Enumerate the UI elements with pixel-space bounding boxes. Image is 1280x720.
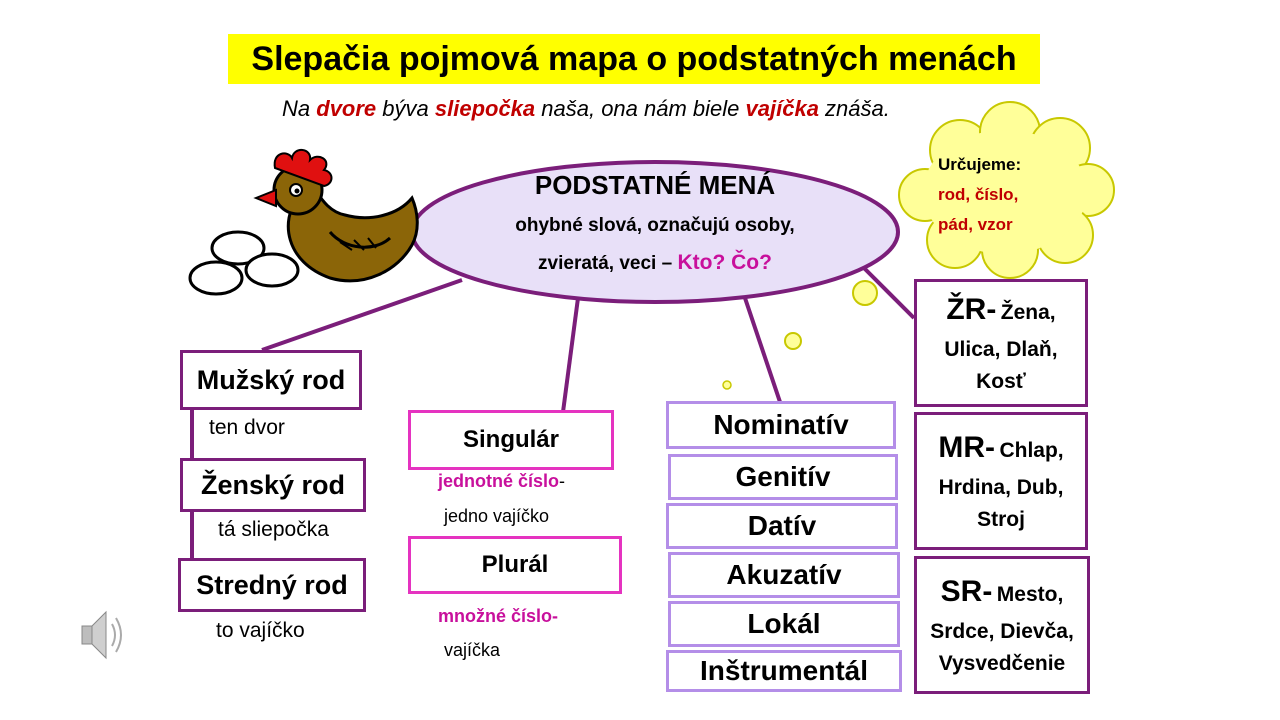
pattern-box-feminine — [914, 279, 1088, 407]
definition-line — [412, 251, 898, 275]
number-term — [438, 471, 565, 492]
definition-line: ohybné slová, označujú osoby, — [515, 215, 795, 236]
egg-icon — [190, 262, 242, 294]
question-text: Kto? Čo? — [677, 251, 772, 274]
plural-term: množné číslo- — [438, 606, 559, 626]
eggs — [190, 232, 298, 294]
sentence-part: býva — [376, 96, 435, 121]
number-example: jedno vajíčko — [444, 506, 550, 526]
case-box: Inštrumentál — [666, 650, 902, 692]
gender-example: tá sliepočka — [218, 518, 329, 541]
cloud-item: pád, vzor — [938, 215, 1013, 234]
gender-box-masculine: Mužský rod — [180, 350, 362, 410]
egg-icon — [246, 254, 298, 286]
pattern-line: Stroj — [977, 508, 1025, 532]
thought-bubble-dot — [723, 381, 731, 389]
cloud-item: rod, číslo, — [938, 185, 1019, 204]
pattern-line: Srdce, Dievča, — [930, 619, 1074, 643]
singular-term: jednotné číslo — [438, 471, 560, 491]
page-title: Slepačia pojmová mapa o podstatných menách — [228, 34, 1040, 84]
sentence-part: naša, ona nám biele — [535, 96, 746, 121]
case-box: Genitív — [668, 454, 898, 500]
highlight-word: dvore — [316, 96, 377, 121]
case-box: Nominatív — [666, 401, 896, 449]
pattern-word: Žena, — [1000, 301, 1056, 325]
pattern-code: ŽR- — [946, 293, 997, 327]
number-box-singular: Singulár — [408, 410, 614, 470]
sentence-part: znáša. — [818, 96, 890, 121]
pattern-code: SR- — [940, 575, 993, 609]
highlight-word: sliepočka — [434, 96, 536, 121]
cloud-text — [938, 150, 1021, 240]
pattern-word: Mesto, — [996, 583, 1064, 607]
term-dash: - — [559, 471, 566, 491]
central-title: PODSTATNÉ MENÁ — [534, 170, 776, 200]
central-concept — [412, 166, 898, 275]
highlight-word: vajíčka — [745, 96, 819, 121]
thought-bubble-dot — [785, 333, 801, 349]
case-box: Datív — [666, 503, 898, 549]
gender-box-neuter: Stredný rod — [178, 558, 366, 612]
pattern-line: Kosť — [976, 370, 1026, 394]
pattern-box-neuter — [914, 556, 1090, 694]
definition-text: zvieratá, veci – — [538, 253, 678, 274]
case-box: Akuzatív — [668, 552, 900, 598]
gender-example: ten dvor — [209, 416, 285, 439]
number-example: vajíčka — [444, 640, 501, 660]
cloud-heading: Určujeme: — [938, 155, 1022, 174]
pattern-box-masculine — [914, 412, 1088, 550]
connector-line — [262, 280, 462, 350]
speaker-icon — [82, 612, 121, 658]
gender-box-feminine: Ženský rod — [180, 458, 366, 512]
gender-example: to vajíčko — [216, 619, 305, 642]
case-box: Lokál — [668, 601, 900, 647]
pattern-line: Hrdina, Dub, — [938, 475, 1064, 499]
connector-line — [563, 298, 578, 412]
pattern-line: Vysvedčenie — [938, 652, 1066, 676]
pattern-line: Ulica, Dlaň, — [944, 337, 1058, 361]
sentence-part: Na — [282, 96, 317, 121]
pattern-code: MR- — [938, 431, 996, 465]
thought-bubble-dot — [853, 281, 877, 305]
pattern-word: Chlap, — [999, 439, 1064, 463]
connector-line — [745, 298, 780, 402]
number-box-plural: Plurál — [408, 536, 622, 594]
